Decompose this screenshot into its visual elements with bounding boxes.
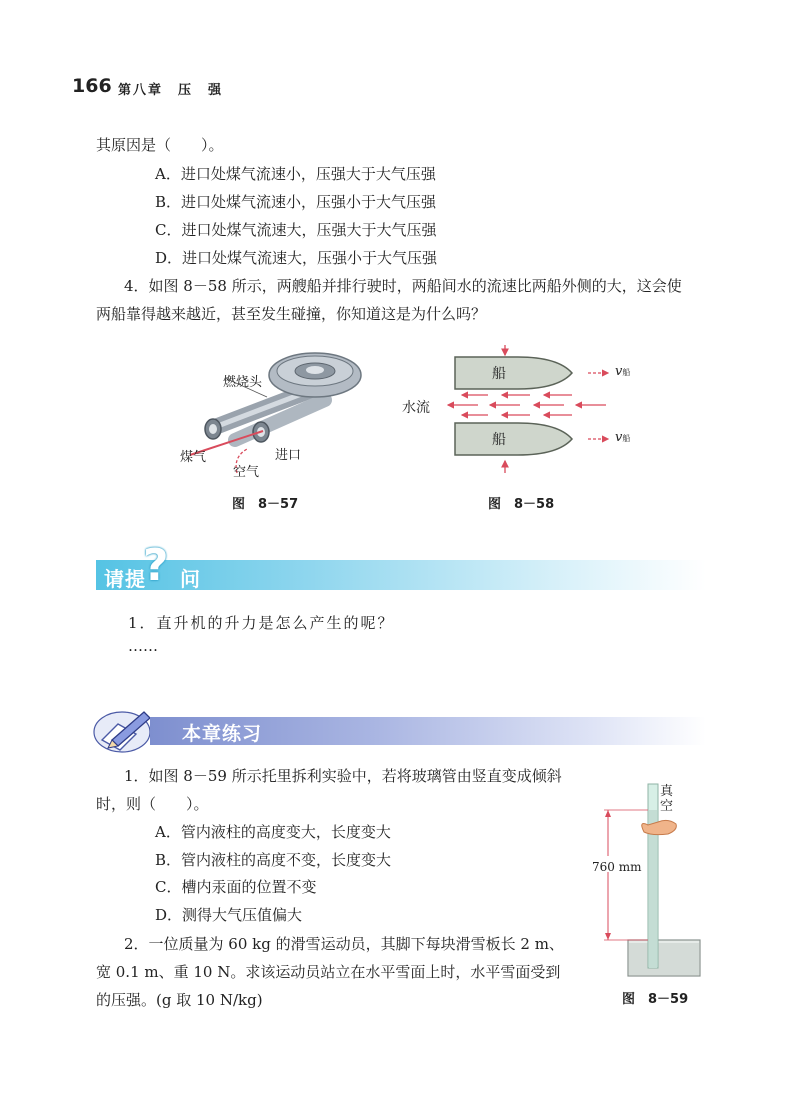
chapter-title: 第八章 压 强 bbox=[118, 83, 224, 98]
label-air: 空气 bbox=[233, 465, 260, 480]
exercise-q1-option-b: B．管内液柱的高度不变，长度变大 bbox=[155, 851, 392, 869]
ship-label-lower: 船 bbox=[492, 432, 506, 448]
q3-stem: 其原因是（ ）。 bbox=[96, 136, 224, 154]
label-gas: 煤气 bbox=[180, 450, 207, 465]
q3-option-c: C．进口处煤气流速大，压强大于大气压强 bbox=[155, 221, 437, 239]
question-mark-icon: ? bbox=[143, 540, 169, 591]
exercise-section-banner bbox=[150, 717, 706, 745]
ask-item-1: 1．直升机的升力是怎么产生的呢？ bbox=[128, 614, 395, 632]
water-flow-label: 水流 bbox=[402, 400, 430, 416]
ship-label-upper: 船 bbox=[492, 366, 506, 382]
q3-option-d: D．进口处煤气流速大，压强小于大气压强 bbox=[155, 249, 438, 267]
q3-option-b: B．进口处煤气流速小，压强小于大气压强 bbox=[155, 193, 437, 211]
vacuum-label: 真 空 bbox=[660, 784, 674, 814]
velocity-label-upper: v船 bbox=[615, 364, 631, 379]
hand bbox=[642, 820, 677, 834]
figure-8-59-caption: 图 8－59 bbox=[622, 992, 689, 1007]
label-inlet: 进口 bbox=[275, 448, 302, 463]
ask-section-banner bbox=[96, 560, 706, 590]
exercise-q1-line-2: 时，则（ ）。 bbox=[96, 795, 209, 813]
ship-upper bbox=[455, 357, 572, 389]
ships-figure bbox=[440, 343, 640, 483]
exercise-q1-option-c: C．槽内汞面的位置不变 bbox=[155, 878, 317, 896]
q3-option-a: A．进口处煤气流速小，压强大于大气压强 bbox=[155, 165, 436, 183]
exercise-q2-line-3: 的压强。(g 取 10 N/kg) bbox=[96, 991, 263, 1009]
figure-8-57-caption: 图 8－57 bbox=[232, 497, 299, 512]
ship-lower bbox=[455, 423, 572, 455]
torricelli-figure bbox=[590, 780, 710, 982]
ask-section-title: 请提 问 bbox=[104, 567, 201, 591]
exercise-section-title: 本章练习 bbox=[182, 723, 263, 745]
exercise-q1-line-1: 1．如图 8－59 所示托里拆利实验中，若将玻璃管由竖直变成倾斜 bbox=[124, 767, 562, 785]
exercise-q2-line-2: 宽 0.1 m、重 10 N。求该运动员站立在水平雪面上时，水平雪面受到 bbox=[96, 963, 561, 981]
figure-8-58-caption: 图 8－58 bbox=[488, 497, 555, 512]
q4-line-2: 两船靠得越来越近，甚至发生碰撞，你知道这是为什么吗？ bbox=[96, 305, 487, 323]
gas-burner-figure bbox=[175, 345, 385, 485]
label-burner: 燃烧头 bbox=[223, 375, 263, 390]
page-number: 166 bbox=[72, 75, 112, 97]
velocity-label-lower: v船 bbox=[615, 430, 631, 445]
pencil-notebook-icon bbox=[92, 704, 156, 756]
exercise-q2-line-1: 2．一位质量为 60 kg 的滑雪运动员，其脚下每块滑雪板长 2 m、 bbox=[124, 935, 564, 953]
ask-ellipsis: …… bbox=[128, 637, 158, 655]
exercise-q1-option-a: A．管内液柱的高度变大，长度变大 bbox=[155, 823, 391, 841]
exercise-q1-option-d: D．测得大气压值偏大 bbox=[155, 906, 303, 924]
height-label: 760 mm bbox=[592, 860, 642, 874]
q4-line-1: 4．如图 8－58 所示，两艘船并排行驶时，两船间水的流速比两船外侧的大，这会使 bbox=[124, 277, 682, 295]
